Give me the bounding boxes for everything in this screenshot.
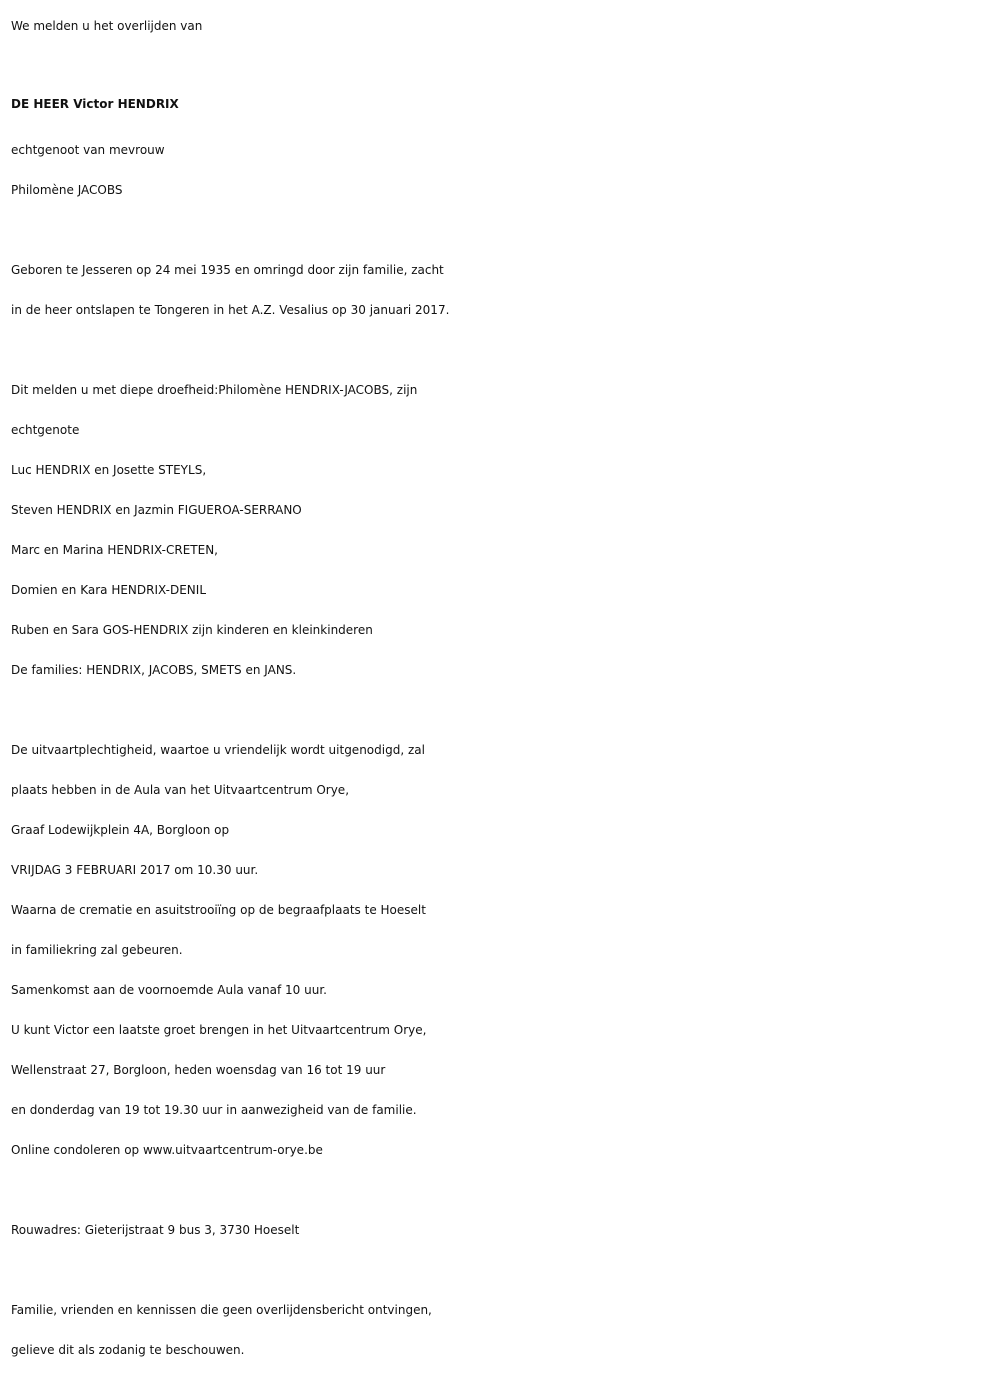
spacer	[11, 1250, 1000, 1290]
family-line: Steven HENDRIX en Jazmin FIGUEROA-SERRANO	[11, 503, 302, 517]
family-line: Dit melden u met diepe droefheid:Philomène HENDRIX-JACOBS, zijn	[11, 383, 418, 397]
ceremony-block	[11, 730, 1000, 1170]
spacer	[11, 210, 1000, 250]
family-block	[11, 370, 1000, 690]
ceremony-line: in familiekring zal gebeuren.	[11, 943, 183, 957]
spacer	[11, 330, 1000, 370]
spouse-line-1: echtgenoot van mevrouw	[11, 143, 165, 157]
spacer	[11, 690, 1000, 730]
ceremony-line: VRIJDAG 3 FEBRUARI 2017 om 10.30 uur.	[11, 863, 259, 877]
family-line: Ruben en Sara GOS-HENDRIX zijn kinderen en kleinkinderen	[11, 623, 373, 637]
ceremony-line: Online condoleren op www.uitvaartcentrum-orye.be	[11, 1143, 323, 1157]
spacer	[11, 1170, 1000, 1210]
ceremony-line: plaats hebben in de Aula van het Uitvaartcentrum Orye,	[11, 783, 350, 797]
family-line: echtgenote	[11, 423, 80, 437]
closing-line-2: gelieve dit als zodanig te beschouwen.	[11, 1343, 245, 1357]
family-line: Marc en Marina HENDRIX-CRETEN,	[11, 543, 218, 557]
family-line: Luc HENDRIX en Josette STEYLS,	[11, 463, 207, 477]
family-line: De families: HENDRIX, JACOBS, SMETS en JANS.	[11, 663, 297, 677]
ceremony-line: U kunt Victor een laatste groet brengen in het Uitvaartcentrum Orye,	[11, 1023, 427, 1037]
birth-line-2: in de heer ontslapen te Tongeren in het A.Z. Vesalius op 30 januari 2017.	[11, 303, 450, 317]
ceremony-line: Samenkomst aan de voornoemde Aula vanaf 10 uur.	[11, 983, 327, 997]
spouse-line-2: Philomène JACOBS	[11, 183, 123, 197]
deceased-name-title: DE HEER Victor HENDRIX	[11, 97, 179, 111]
ceremony-line: Wellenstraat 27, Borgloon, heden woensdag van 16 tot 19 uur	[11, 1063, 386, 1077]
mourning-address: Rouwadres: Gieterijstraat 9 bus 3, 3730 Hoeselt	[11, 1223, 300, 1237]
closing-line-1: Familie, vrienden en kennissen die geen overlijdensbericht ontvingen,	[11, 1303, 432, 1317]
ceremony-line: en donderdag van 19 tot 19.30 uur in aanwezigheid van de familie.	[11, 1103, 417, 1117]
ceremony-line: Waarna de crematie en asuitstrooiïng op de begraafplaats te Hoeselt	[11, 903, 426, 917]
family-line: Domien en Kara HENDRIX-DENIL	[11, 583, 206, 597]
ceremony-line: Graaf Lodewijkplein 4A, Borgloon op	[11, 823, 230, 837]
intro-text: We melden u het overlijden van	[11, 19, 203, 33]
birth-line-1: Geboren te Jesseren op 24 mei 1935 en omringd door zijn familie, zacht	[11, 263, 444, 277]
ceremony-line: De uitvaartplechtigheid, waartoe u vriendelijk wordt uitgenodigd, zal	[11, 743, 425, 757]
